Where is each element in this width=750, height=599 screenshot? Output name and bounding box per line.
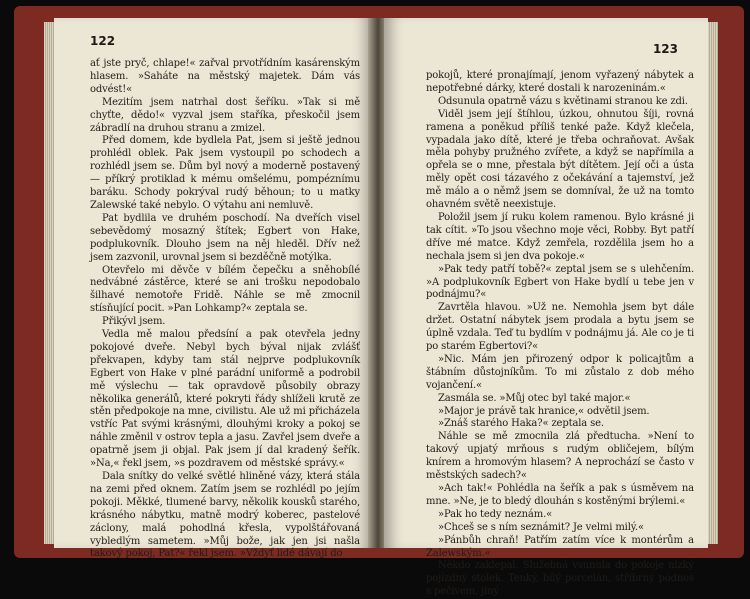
paragraph: ať jste pryč, chlape!« zařval prvotřídním kasárenským hlasem. »Saháte na městský majetek. Dám vás odvést!« (90, 58, 360, 95)
paragraph: Zasmála se. »Můj otec byl také major.« (438, 392, 631, 404)
paragraph: »Nic. Mám jen přirozený odpor k policajtům a štábním důstojníkům. To mi zůstalo z dob mého vojančení.« (426, 353, 694, 391)
right-page-number: 123 (652, 42, 678, 56)
paragraph: Dala snítky do velké světlé hliněné vázy, která stála na zemi před oknem. Zatím jsem se rozhlédl po jejím pokoji. Měkké, tlumené barvy, několik kousků starého, krásného nábytku, matně modrý koberec, pastelové záclony, malá pohodlná křesla, vypolštářovaná vybledlým sametem. »Můj bože, jak jen jsi našla takový pokoj, Pat?« řekl jsem. »Vždyť lidé dávají do (90, 471, 360, 560)
paragraph: Viděl jsem její štíhlou, úzkou, ohnutou šíji, rovná ramena a poněkud příliš tenké paže. Když klečela, vypadala jako dítě, které je třeba ochraňovat. Avšak měla pohyby pružného zvířete, a když se napřímila a opřela se o mne, přestala být dítětem. Její oči a ústa měly opět cosi tázavého z očekávání a tajemství, jež mě málo a o němž jsem se domníval, že už na tomto ohavném světě neexistuje. (426, 108, 694, 211)
paragraph: Náhle se mě zmocnila zlá předtucha. »Není to takový upjatý mrňous s rudým obličejem, bílým knírem a hromovým hlasem? A neprochází se často v městských sadech?« (426, 431, 694, 482)
paragraph: »Major je právě tak hranice,« odvětil jsem. (438, 405, 650, 417)
paragraph: Přikývl jsem. (102, 316, 166, 328)
paragraph: »Pak tedy patří tobě?« zeptal jsem se s ulehčením. »A podplukovník Egbert von Hake bydlí u tebe jen v podnájmu?« (426, 263, 694, 301)
right-page (384, 18, 708, 598)
paragraph: Zavrtěla hlavou. »Už ne. Nemohla jsem byt dále držet. Ostatní nábytek jsem prodala a bytu jsem se úplně vzdala. Teď tu bydlím v podnájmu já. Ale co je ti po starém Egbertovi?« (426, 302, 694, 353)
left-page (54, 18, 372, 560)
paragraph: Před domem, kde bydlela Pat, jsem si ještě jednou prohlédl oblek. Pak jsem vystoupil po schodech a rozhlédl jsem se. Dům byl nový a moderně postavený — příkrý protiklad k mému omšelému, pompéznímu baráku. Schody pokrýval rudý běhoun; to u matky Zalewské také nebylo. O výtahu ani nemluvě. (90, 135, 360, 211)
paragraph: Pat bydlila ve druhém poschodí. Na dveřích visel sebevědomý mosazný štítek; Egbert von Hake, podplukovník. Dlouho jsem na něj hleděl. Dřív než jsem zazvonil, urovnal jsem si bezděčně motýlka. (90, 212, 360, 263)
paragraph: pokojů, které pronajímají, jenom vyřazený nábytek a nepotřebné dárky, které dostali k narozeninám.« (426, 70, 694, 94)
paragraph: Odsunula opatrně vázu s květinami stranou ke zdi. (438, 95, 688, 107)
paragraph: Otevřelo mi děvče v bílém čepečku a sněhobílé nedvábné zástěrce, které se ani trošku nepodobalo šilhavé nemotoře Fridě. Náhle se mě zmocnil stísňující pocit. »Pan Lohkamp?« zeptala se. (90, 264, 360, 315)
paragraph: Vedla mě malou předsíní a pak otevřela jedny pokojové dveře. Nebyl bych býval nijak zvlášť překvapen, kdyby tam stál nejprve podplukovník Egbert von Hake v plné parádní uniformě a podrobil mě výslechu — tak opravdově působily obrazy několika generálů, které pokryti řády shlíželi krutě ze stěn předpokoje na mne, civilistu. Ale už mi přicházela vstříc Pat svými krásnými, dlouhými kroky a pokoj se náhle změnil v ostrov tepla a jasu. Zavřel jsem dveře a opatrně jsem ji objal. Pak jsem jí dal kradený šeřík. »Na,« řekl jsem, »s pozdravem od městské správy.« (90, 329, 360, 470)
paragraph: Někdo zaklepal. Služebná vsunula do pokoje nízký pojízdný stolek. Tenký, bílý porcelán, stříbrný podnos s pečivem, jiný (426, 560, 694, 598)
paragraph: »Chceš se s ním seznámit? Je velmi milý.« (438, 521, 644, 533)
paragraph: »Pánbůh chraň! Patřím zatím více k montérům a Zalewským.« (426, 534, 694, 559)
paragraph: »Znáš starého Haka?« zeptala se. (438, 418, 604, 430)
paragraph: »Pak ho tedy neznám.« (438, 508, 553, 520)
right-page-text (426, 70, 694, 599)
left-page-text (90, 58, 360, 561)
page-edges-left (44, 22, 54, 544)
paragraph: Mezitím jsem natrhal dost šeříku. »Tak si mě chyťte, dědo!« vyzval jsem staříka, přeskočil jsem zábradlí na druhou stranu a zmizel. (90, 96, 360, 134)
left-page-number: 122 (90, 34, 116, 48)
paragraph: Položil jsem jí ruku kolem ramenou. Bylo krásné ji tak cítit. »To jsou všechno moje věci, Robby. Byt patří dříve mé matce. Když zemřela, rozdělila jsem ho a nechala jsem si jen dva pokoje.« (426, 211, 694, 262)
page-edges-right (708, 22, 718, 544)
paragraph: »Ach tak!« Pohlédla na šeřík a pak s úsměvem na mne. »Ne, je to bledý dlouhán s kostěnými brýlemi.« (426, 483, 694, 507)
